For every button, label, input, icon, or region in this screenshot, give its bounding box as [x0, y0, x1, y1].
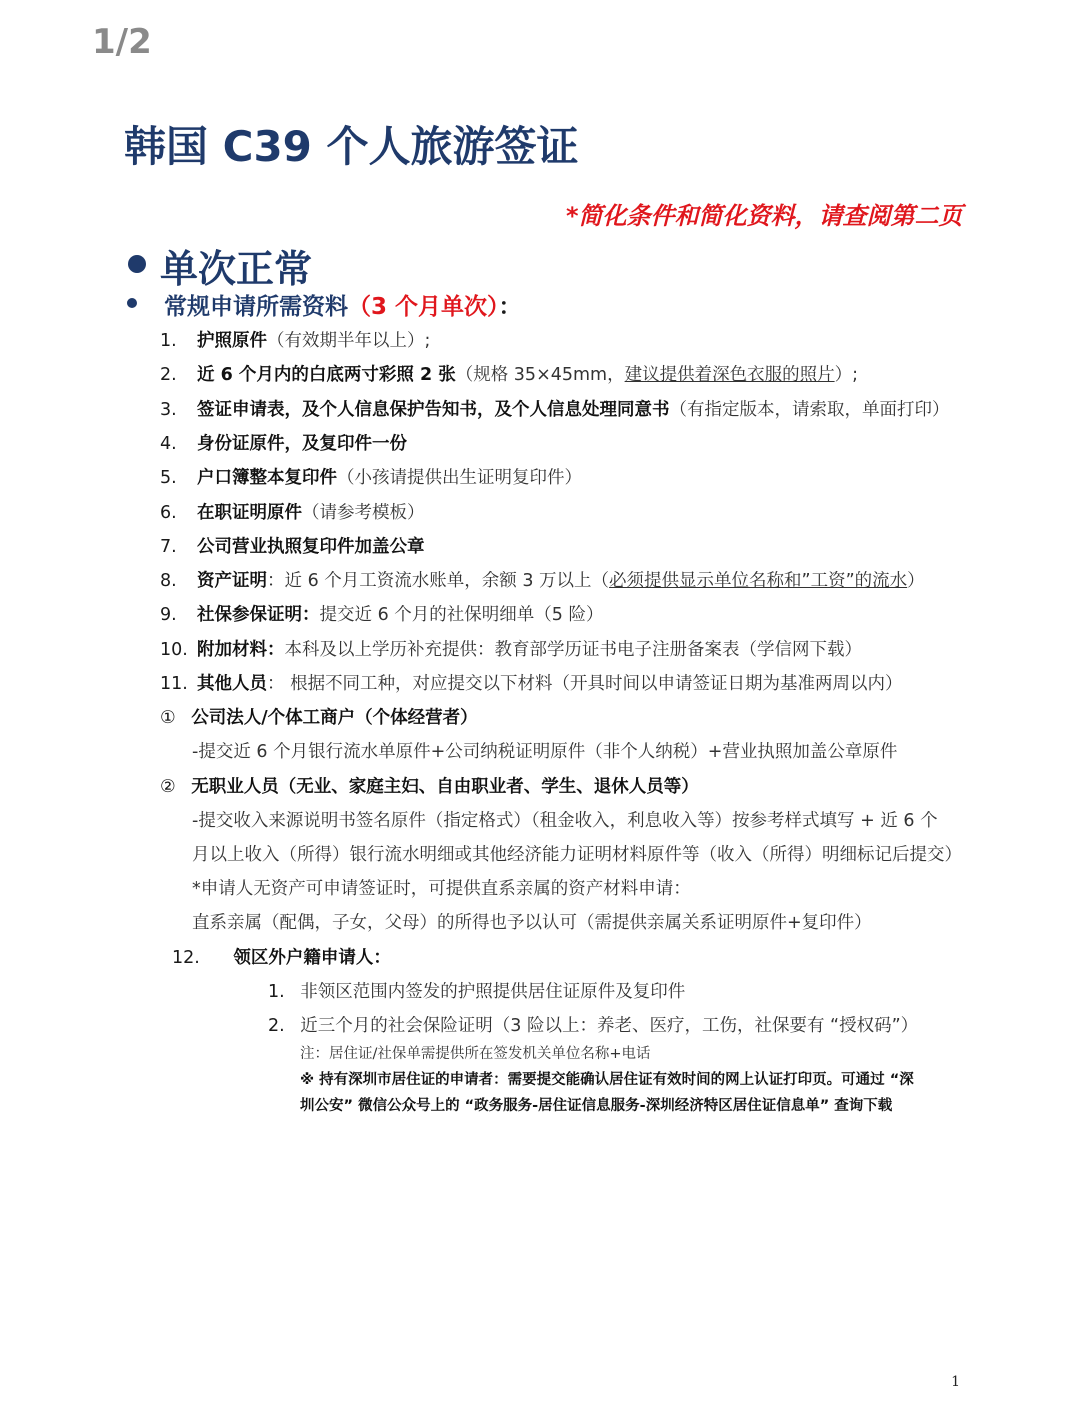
item-text: （有指定版本，请索取，单面打印）: [669, 399, 950, 420]
item-text: （有效期半年以上）;: [267, 331, 431, 351]
item-12-title: 领区外户籍申请人：: [233, 948, 391, 968]
sub-item-title: 无职业人员（无业、家庭主妇、自由职业者、学生、退休人员等）: [191, 777, 699, 797]
item-text: 本科及以上学历补充提供：教育部学历证书电子注册备案表（学信网下载）: [284, 639, 862, 660]
item-bold-label: 户口簿整本复印件: [197, 468, 337, 489]
section-title: 单次正常: [160, 247, 313, 291]
item-underlined-text: 必须提供显示单位名称和”工资”的流水: [609, 571, 908, 592]
item-number: 9.: [160, 605, 177, 626]
item-number: 2.: [268, 1016, 285, 1036]
sub-item-line: 月以上收入（所得）银行流水明细或其他经济能力证明材料原件等（收入（所得）明细标记后提交）: [192, 845, 962, 865]
item-bold-label: 近 6 个月内的白底两寸彩照 2 张: [197, 365, 456, 386]
sub-item-1: [160, 706, 478, 730]
subsection-heading-main: 常规申请所需资料: [164, 294, 348, 320]
item-underlined-text: 建议提供着深色衣服的照片: [624, 365, 835, 386]
item-tail-text: ）;: [834, 365, 858, 386]
item-12-note: 圳公安” 微信公众号上的 “政务服务-居住证信息服务-深圳经济特区居住证信息单” 查询下载: [300, 1098, 893, 1114]
item-12-sub-text: 非领区范围内签发的护照提供居住证原件及复印件: [300, 982, 686, 1002]
item-text: 提交近 6 个月的社保明细单（5 险）: [319, 605, 604, 626]
item-bold-label: 护照原件: [197, 331, 267, 351]
item-body: [197, 640, 862, 660]
item-number: 12.: [172, 948, 200, 968]
item-number: 3.: [160, 399, 177, 420]
item-body: [197, 331, 430, 351]
subsection-heading-colon: ：: [498, 294, 522, 320]
sub-item-line: -提交近 6 个月银行流水单原件+公司纳税证明原件（非个人纳税）+营业执照加盖公章原件: [192, 742, 898, 762]
item-bold-label: 在职证明原件: [197, 502, 302, 523]
item-text: （请参考模板）: [302, 502, 425, 523]
item-body: [197, 537, 425, 557]
item-body: [197, 400, 950, 420]
list-item: [160, 603, 603, 627]
sub-item-mark: ②: [160, 777, 176, 797]
item-12-note: 注：居住证/社保单需提供所在签发机关单位名称+电话: [300, 1046, 651, 1062]
list-item: [160, 638, 862, 662]
item-text: （小孩请提供出生证明复印件）: [337, 468, 582, 489]
item-12-note: ※ 持有深圳市居住证的申请者：需要提交能确认居住证有效时间的网上认证打印页。可通过 “深: [300, 1072, 914, 1088]
list-item: [160, 672, 903, 696]
item-number: 6.: [160, 502, 177, 523]
item-bold-label: 其他人员: [197, 674, 267, 694]
list-item: [160, 501, 425, 525]
list-item: [160, 569, 925, 593]
item-number: 10.: [160, 639, 188, 660]
item-number: 11.: [160, 674, 188, 694]
list-item: [160, 329, 430, 353]
item-bold-label: 身份证原件，及复印件一份: [197, 433, 407, 454]
item-number: 1.: [268, 982, 285, 1002]
item-body: [197, 503, 425, 523]
item-body: [197, 605, 603, 625]
item-bold-label: 资产证明: [197, 571, 267, 592]
item-12-sub-2: [268, 1014, 918, 1038]
item-number: 7.: [160, 536, 177, 557]
simplified-note: *简化条件和简化资料，请查阅第二页: [566, 202, 963, 230]
sub-item-2: [160, 775, 699, 799]
item-body: [197, 571, 925, 591]
item-body: [197, 434, 407, 454]
sub-item-line: 直系亲属（配偶，子女，父母）的所得也予以认可（需提供亲属关系证明原件+复印件）: [192, 913, 872, 933]
item-body: [197, 674, 903, 694]
item-12-sub-text: 近三个月的社会保险证明（3 险以上：养老、医疗，工伤，社保要有 “授权码”）: [300, 1016, 919, 1036]
subsection-heading-duration: （3 个月单次）: [348, 294, 499, 320]
bullet-dot-icon: [127, 298, 137, 308]
page-number: 1: [951, 1374, 960, 1390]
item-text: ：近 6 个月工资流水账单，余额 3 万以上（: [267, 571, 610, 592]
item-text: ： 根据不同工种，对应提交以下材料（开具时间以申请签证日期为基准两周以内）: [267, 674, 903, 694]
item-text: （规格 35×45mm，: [455, 365, 625, 386]
subsection-heading: [164, 288, 522, 321]
item-number: 1.: [160, 331, 177, 351]
bullet-dot-icon: [128, 255, 146, 273]
item-bold-label: 社保参保证明：: [197, 605, 320, 626]
item-body: [197, 365, 858, 385]
item-number: 4.: [160, 433, 177, 454]
item-bold-label: 签证申请表，及个人信息保护告知书，及个人信息处理同意书: [197, 399, 670, 420]
list-item: [160, 466, 582, 490]
item-12-sub-1: [268, 980, 685, 1004]
item-tail-text: ）: [907, 571, 925, 592]
document-title: 韩国 C39 个人旅游签证: [124, 122, 579, 171]
item-bold-label: 公司营业执照复印件加盖公章: [197, 536, 425, 557]
item-number: 5.: [160, 468, 177, 489]
list-item: [160, 432, 407, 456]
item-number: 2.: [160, 365, 177, 386]
list-item: [160, 363, 858, 387]
sub-item-mark: ①: [160, 708, 176, 728]
item-bold-label: 附加材料：: [197, 639, 285, 660]
item-number: 8.: [160, 571, 177, 592]
list-item: [160, 535, 425, 559]
item-body: [197, 468, 582, 488]
item-12: [172, 946, 391, 970]
list-item: [160, 398, 950, 422]
sub-item-line: -提交收入来源说明书签名原件（指定格式）（租金收入，利息收入等）按参考样式填写 + 近 6 个: [192, 811, 938, 831]
sub-item-title: 公司法人/个体工商户（个体经营者）: [191, 708, 478, 728]
sub-item-line: *申请人无资产可申请签证时，可提供直系亲属的资产材料申请：: [192, 879, 691, 899]
page-indicator: 1/2: [92, 22, 152, 62]
